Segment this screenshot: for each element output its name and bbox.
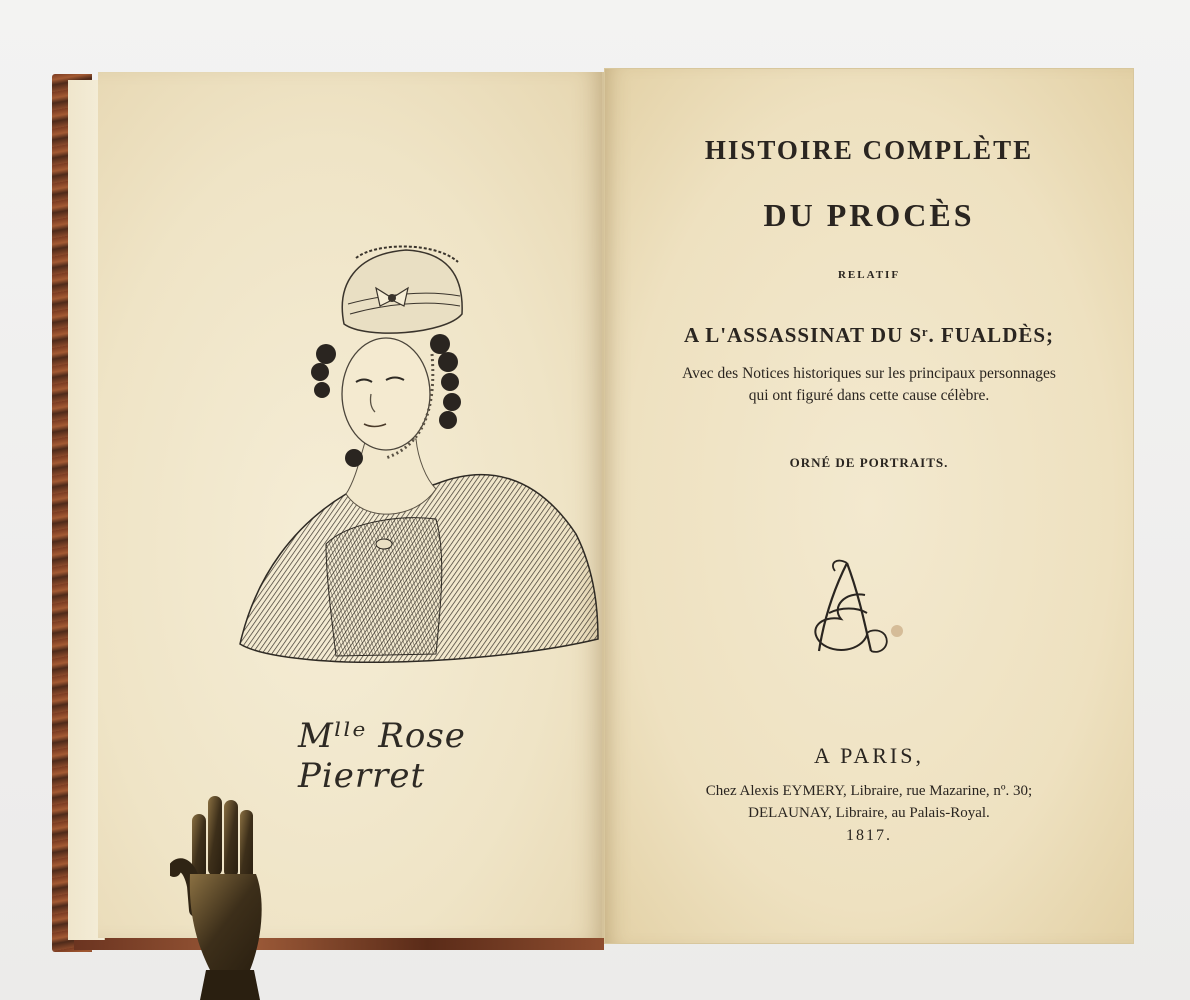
orne-de-portraits: ORNÉ DE PORTRAITS.: [789, 455, 949, 470]
foxing-spot: [891, 625, 903, 637]
place-of-publication: A PARIS,: [813, 743, 924, 768]
publisher-line-1: Chez Alexis EYMERY, Libraire, rue Mazarine, nº. 30;: [705, 783, 1033, 799]
publisher-line-2: DELAUNAY, Libraire, au Palais-Royal.: [748, 805, 990, 821]
portrait-caption: Mˡˡᵉ Rose Pierret: [298, 716, 466, 796]
publication-year: 1817.: [846, 827, 892, 844]
notices-line-1: Avec des Notices historiques sur les principaux personnages: [682, 365, 1056, 382]
subtitle-assassinat: A L'ASSASSINAT DU Sʳ. FUALDÈS;: [683, 323, 1055, 347]
title-line-1: HISTOIRE COMPLÈTE: [704, 135, 1034, 165]
title-page: [604, 68, 1134, 944]
relatif-text: RELATIF: [837, 269, 901, 281]
cover-bottom-edge: [74, 936, 604, 950]
title-line-2: DU PROCÈS: [763, 197, 975, 233]
ae-monogram-icon: [801, 555, 893, 659]
notices-line-2: qui ont figuré dans cette cause célèbre.: [748, 387, 990, 404]
engraved-portrait: [236, 244, 602, 670]
bronze-hand-page-holder: [170, 790, 280, 1000]
